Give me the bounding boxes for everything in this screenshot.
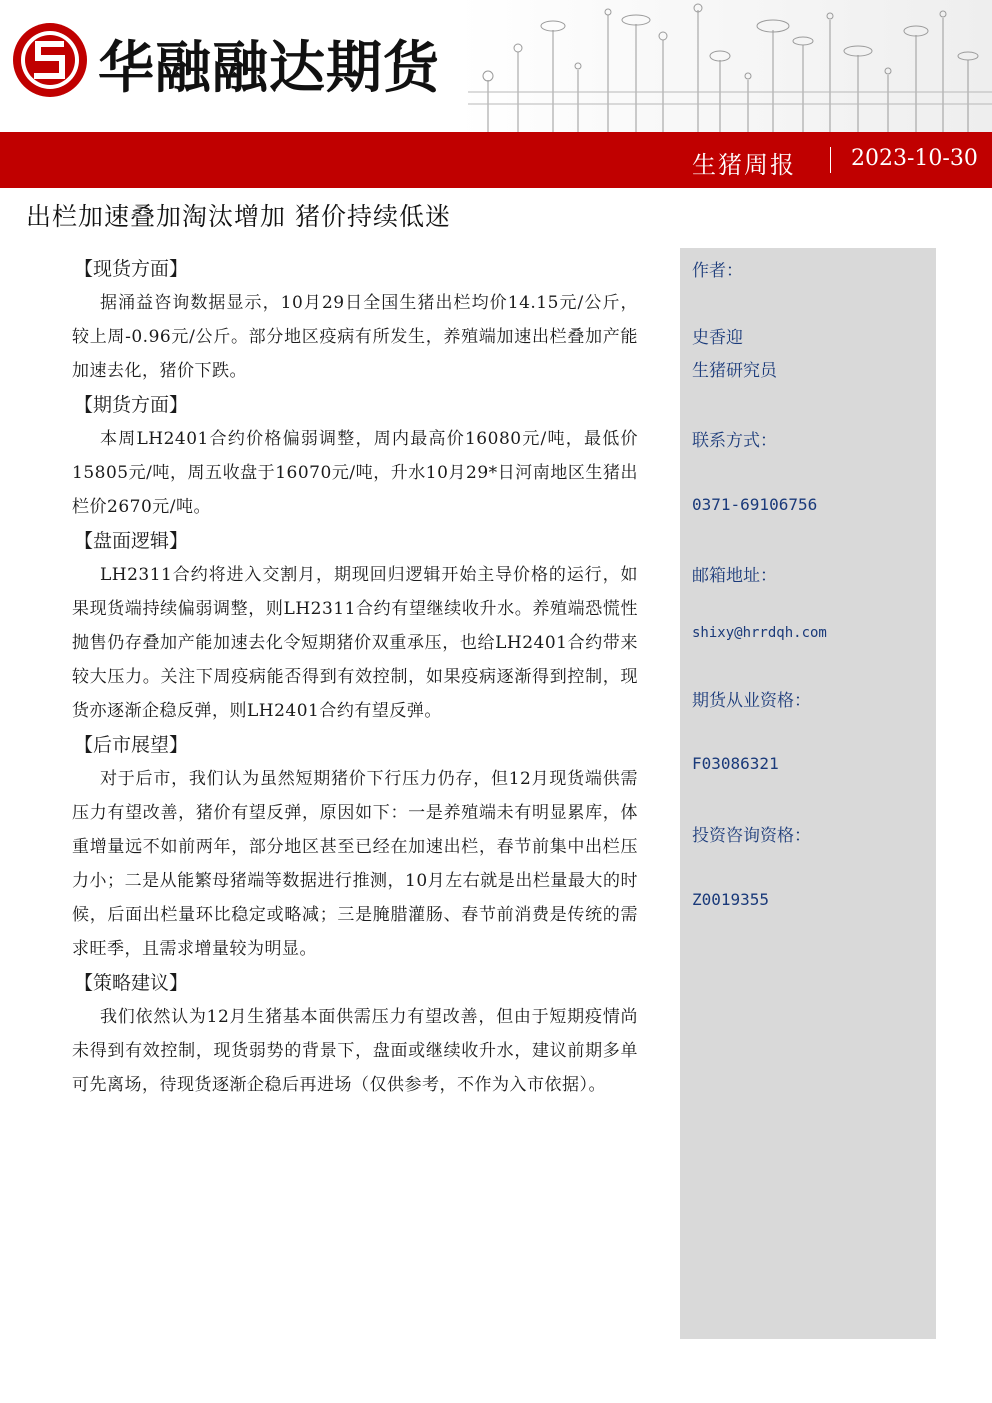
report-title: 出栏加速叠加淘汰增加 猪价持续低迷 [26, 202, 451, 231]
contact-phone: 0371-69106756 [692, 495, 818, 514]
section-outlook [72, 728, 638, 966]
author-role: 生猪研究员 [692, 361, 777, 381]
futures-qualification-number: F03086321 [692, 754, 779, 773]
section-spot [72, 252, 638, 388]
header-separator [830, 147, 831, 173]
report-date: 2023-10-30 [851, 146, 978, 171]
section-heading: 【后市展望】 [74, 734, 189, 756]
section-strategy [72, 966, 638, 1102]
section-paragraph: 本周LH2401合约价格偏弱调整，周内最高价16080元/吨，最低价15805元/吨，周五收盘于16070元/吨，升水10月29*日河南地区生猪出栏价2670元/吨。 [72, 429, 638, 517]
email-address[interactable]: shixy@hrrdqh.com [692, 625, 827, 641]
section-futures [72, 388, 638, 524]
company-name: 华融融达期货 [98, 36, 440, 101]
report-body [72, 252, 638, 1102]
author-label: 作者： [692, 261, 743, 281]
section-paragraph: 对于后市，我们认为虽然短期猪价下行压力仍存，但12月现货端供需压力有望改善，猪价有望反弹，原因如下：一是养殖端未有明显累库，体重增量远不如前两年，部分地区甚至已经在加速出栏，春节前集中出栏压力小；二是从能繁母猪端等数据进行推测，10月左右就是出栏量最大的时候，后面出栏量环比稳定或略减；三是腌腊灌肠、春节前消费是传统的需求旺季，且需求增量较为明显。 [72, 769, 638, 959]
author-name: 史香迎 [692, 328, 743, 348]
section-heading: 【策略建议】 [74, 972, 189, 994]
email-label: 邮箱地址： [692, 566, 777, 586]
section-paragraph: LH2311合约将进入交割月，期现回归逻辑开始主导价格的运行，如果现货端持续偏弱调整，则LH2311合约有望继续收升水。养殖端恐慌性抛售仍存叠加产能加速去化令短期猪价双重承压，也给LH2401合约带来较大压力。关注下周疫病能否得到有效控制，如果疫病逐渐得到控制，现货亦逐渐企稳反弹，则LH2401合约有望反弹。 [72, 565, 638, 721]
company-logo-icon [10, 20, 90, 100]
section-logic [72, 524, 638, 728]
section-heading: 【盘面逻辑】 [74, 530, 189, 552]
author-sidebar [680, 248, 936, 1339]
section-paragraph: 据涌益咨询数据显示，10月29日全国生猪出栏均价14.15元/公斤，较上周-0.96元/公斤。部分地区疫病有所发生，养殖端加速出栏叠加产能加速去化，猪价下跌。 [72, 293, 638, 381]
investment-qualification-label: 投资咨询资格： [692, 826, 811, 846]
report-header [0, 0, 992, 188]
report-type: 生猪周报 [692, 151, 796, 179]
section-paragraph: 我们依然认为12月生猪基本面供需压力有望改善，但由于短期疫情尚未得到有效控制，现货弱势的背景下，盘面或继续收升水，建议前期多单可先离场，待现货逐渐企稳后再进场（仅供参考，不作为入市依据）。 [72, 1007, 638, 1095]
investment-qualification-number: Z0019355 [692, 890, 770, 909]
section-heading: 【现货方面】 [74, 258, 189, 280]
futures-qualification-label: 期货从业资格： [692, 691, 811, 711]
header-band [0, 132, 992, 188]
section-heading: 【期货方面】 [74, 394, 189, 416]
contact-label: 联系方式： [692, 431, 777, 451]
decorative-pattern [458, 0, 992, 132]
